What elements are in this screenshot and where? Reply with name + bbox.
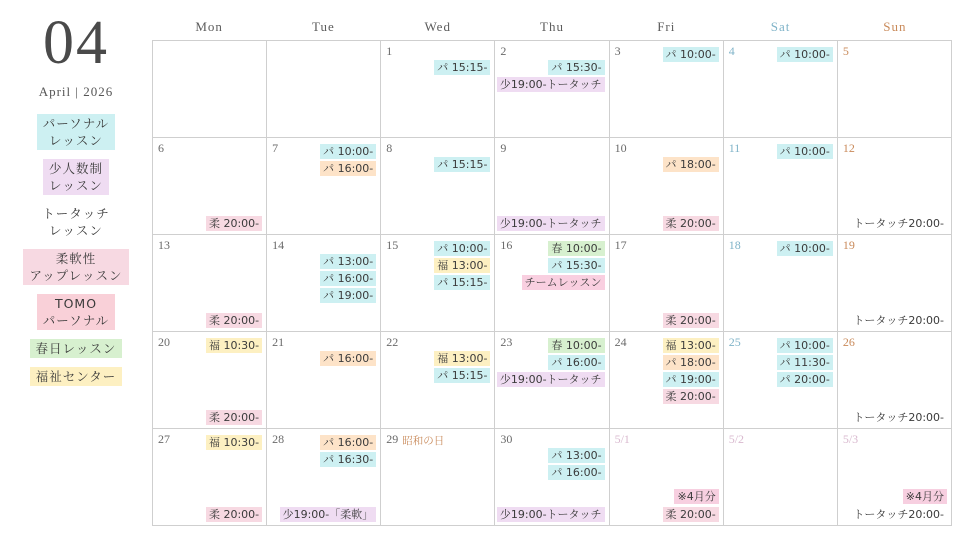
event-chip[interactable]: 福 10:30- [206, 338, 262, 353]
legend-label-line1: トータッチ [42, 206, 110, 221]
event-chip[interactable]: 少19:00-トータッチ [497, 77, 605, 92]
day-number: 22 [386, 335, 399, 349]
day-number: 1 [386, 44, 393, 58]
event-chip[interactable]: パ 16:00- [320, 271, 376, 286]
cell-bottom-events [271, 504, 376, 522]
event-chip[interactable]: 少19:00-トータッチ [497, 216, 605, 231]
day-number: 24 [614, 335, 627, 349]
day-number: 13 [158, 238, 170, 252]
day-number: 15 [386, 238, 399, 252]
legend-item [36, 204, 116, 240]
calendar-day-cell[interactable] [838, 138, 952, 235]
day-number: 26 [842, 335, 855, 349]
day-number: 21 [272, 335, 285, 349]
calendar-day-cell[interactable] [153, 235, 267, 332]
cell-bottom-events [614, 310, 719, 328]
cell-bottom-events [614, 486, 719, 522]
event-chip[interactable]: チームレッスン [522, 275, 605, 290]
calendar-grid [152, 40, 952, 526]
event-chip[interactable]: パ 15:30- [548, 60, 604, 75]
legend-label-line2: レッスン [49, 133, 103, 148]
event-chip[interactable]: パ 19:00- [663, 372, 719, 387]
day-number: 23 [500, 335, 513, 349]
calendar-day-cell[interactable] [267, 332, 381, 429]
legend-label-line1: パーソナル [42, 116, 110, 131]
event-chip[interactable]: パ 16:00- [320, 435, 376, 450]
calendar-day-cell[interactable] [838, 235, 952, 332]
event-chip[interactable]: 春 10:00- [548, 338, 604, 353]
event-chip[interactable]: 柔 20:00- [663, 389, 719, 404]
event-chip[interactable]: ※4月分 [903, 489, 947, 504]
calendar-day-cell[interactable] [610, 235, 724, 332]
event-chip[interactable]: 福 10:30- [206, 435, 262, 450]
day-number: 5/2 [728, 432, 745, 446]
legend-label-line1: 少人数制 [48, 161, 103, 176]
event-chip[interactable]: パ 15:15- [434, 368, 490, 383]
day-number: 5/3 [842, 432, 859, 446]
calendar-day-cell[interactable] [610, 429, 724, 526]
weekday-sat: Sat [770, 19, 791, 34]
weekday-thu: Thu [540, 19, 564, 34]
cell-bottom-events [157, 213, 262, 231]
event-chip[interactable]: トータッチ20:00- [853, 314, 944, 327]
legend-item [23, 249, 128, 285]
weekday-mon: Mon [195, 19, 223, 34]
calendar-day-cell[interactable] [724, 235, 838, 332]
event-chip[interactable]: パ 10:00- [777, 47, 833, 62]
legend-item [37, 294, 115, 330]
event-chip[interactable]: パ 10:00- [320, 144, 376, 159]
event-chip[interactable]: トータッチ20:00- [853, 508, 944, 521]
event-chip[interactable]: 福 13:00- [434, 258, 490, 273]
day-number: 3 [614, 44, 621, 58]
calendar-day-cell[interactable] [724, 332, 838, 429]
calendar-day-cell[interactable] [495, 235, 609, 332]
weekday-tue: Tue [312, 19, 335, 34]
cell-bottom-events [499, 213, 604, 231]
event-chip[interactable]: パ 10:00- [434, 241, 490, 256]
calendar-day-cell[interactable] [724, 138, 838, 235]
event-chip[interactable]: パ 10:00- [777, 338, 833, 353]
day-number: 14 [272, 238, 285, 252]
holiday-label: 昭和の日 [402, 435, 445, 447]
event-chip[interactable]: パ 15:15- [434, 275, 490, 290]
day-number: 27 [158, 432, 170, 446]
event-chip[interactable]: パ 18:00- [663, 157, 719, 172]
weekday-fri: Fri [657, 19, 676, 34]
event-chip[interactable]: パ 16:30- [320, 452, 376, 467]
event-chip[interactable]: 福 13:00- [434, 351, 490, 366]
calendar-day-cell[interactable] [153, 429, 267, 526]
calendar-day-cell[interactable] [381, 429, 495, 526]
event-chip[interactable]: 少19:00-トータッチ [497, 507, 605, 522]
day-number: 10 [614, 141, 627, 155]
event-chip[interactable]: 柔 20:00- [206, 216, 262, 231]
legend-item [43, 159, 109, 195]
event-chip[interactable]: 柔 20:00- [206, 507, 262, 522]
event-chip[interactable]: パ 15:30- [548, 258, 604, 273]
event-chip[interactable]: パ 15:15- [434, 157, 490, 172]
day-number: 4 [728, 44, 735, 58]
event-chip[interactable]: 少19:00-トータッチ [497, 372, 605, 387]
event-chip[interactable]: 福 13:00- [663, 338, 719, 353]
legend-item [30, 367, 123, 386]
cell-bottom-events [499, 504, 604, 522]
cell-bottom-events [842, 213, 947, 231]
calendar-day-cell[interactable] [267, 429, 381, 526]
event-chip[interactable]: 柔 20:00- [663, 313, 719, 328]
legend-label-line2: レッスン [49, 223, 103, 238]
calendar-day-cell[interactable] [267, 41, 381, 138]
calendar-day-cell[interactable] [267, 138, 381, 235]
event-chip[interactable]: パ 10:00- [777, 241, 833, 256]
legend-label-line1: 福祉センター [35, 369, 117, 384]
day-number: 9 [500, 141, 507, 155]
calendar-day-cell[interactable] [381, 41, 495, 138]
calendar-day-cell[interactable] [838, 41, 952, 138]
calendar-day-cell[interactable] [153, 138, 267, 235]
calendar-day-cell[interactable] [838, 332, 952, 429]
calendar-day-cell[interactable] [610, 332, 724, 429]
calendar-day-cell[interactable] [610, 41, 724, 138]
day-number: 8 [386, 141, 393, 155]
cell-bottom-events [842, 407, 947, 425]
day-number: 25 [728, 335, 741, 349]
calendar [152, 14, 952, 526]
calendar-day-cell[interactable] [610, 138, 724, 235]
event-chip[interactable]: パ 16:00- [548, 355, 604, 370]
cell-bottom-events [842, 310, 947, 328]
calendar-day-cell[interactable] [838, 429, 952, 526]
cell-bottom-events [157, 407, 262, 425]
event-chip[interactable]: 柔 20:00- [663, 507, 719, 522]
day-number: 30 [500, 432, 513, 446]
legend-list [0, 114, 152, 386]
legend-item [30, 339, 123, 358]
legend-label-line2: パーソナル [42, 313, 110, 328]
event-chip[interactable]: パ 13:00- [320, 254, 376, 269]
calendar-day-cell[interactable] [381, 332, 495, 429]
calendar-day-cell[interactable] [724, 429, 838, 526]
legend-label-line2: レッスン [49, 178, 103, 193]
calendar-day-cell[interactable] [495, 429, 609, 526]
event-chip[interactable]: 少19:00-「柔軟」 [280, 507, 377, 522]
cell-bottom-events [157, 504, 262, 522]
legend-label-line1: TOMO [54, 296, 98, 311]
event-chip[interactable]: パ 10:00- [663, 47, 719, 62]
legend-label-line1: 柔軟性 [55, 251, 97, 266]
day-number: 6 [158, 141, 164, 155]
event-chip[interactable]: パ 16:00- [320, 161, 376, 176]
day-number: 16 [500, 238, 513, 252]
day-number: 12 [842, 141, 855, 155]
event-chip[interactable]: 柔 20:00- [206, 313, 262, 328]
event-chip[interactable]: トータッチ20:00- [853, 217, 944, 230]
day-number: 28 [272, 432, 285, 446]
event-chip[interactable]: トータッチ20:00- [853, 411, 944, 424]
calendar-day-cell[interactable] [724, 41, 838, 138]
day-number: 2 [500, 44, 507, 58]
day-number: 19 [842, 238, 855, 252]
sidebar [0, 0, 152, 540]
calendar-day-cell[interactable] [153, 332, 267, 429]
event-chip[interactable]: パ 16:00- [320, 351, 376, 366]
legend-item [37, 114, 115, 150]
day-number: 7 [272, 141, 279, 155]
calendar-day-cell[interactable] [495, 41, 609, 138]
cell-bottom-events [157, 310, 262, 328]
event-chip[interactable]: パ 20:00- [777, 372, 833, 387]
weekday-wed: Wed [424, 19, 451, 34]
month-number: 04 [43, 9, 109, 77]
event-chip[interactable]: パ 10:00- [777, 144, 833, 159]
weekday-header [152, 14, 952, 40]
event-chip[interactable]: ※4月分 [674, 489, 718, 504]
day-number: 5 [842, 44, 849, 58]
day-number: 17 [614, 238, 627, 252]
cell-bottom-events [614, 213, 719, 231]
cell-bottom-events [842, 486, 947, 522]
legend-label-line2: アップレッスン [29, 268, 123, 283]
event-chip[interactable]: 柔 20:00- [206, 410, 262, 425]
day-number: 20 [158, 335, 170, 349]
calendar-day-cell[interactable] [495, 138, 609, 235]
calendar-day-cell[interactable] [381, 138, 495, 235]
legend-label-line1: 春日レッスン [35, 341, 117, 356]
day-number: 11 [728, 141, 741, 155]
event-chip[interactable]: パ 18:00- [663, 355, 719, 370]
event-chip[interactable]: パ 15:15- [434, 60, 490, 75]
calendar-day-cell[interactable] [495, 332, 609, 429]
day-number: 5/1 [614, 432, 630, 446]
event-chip[interactable]: パ 19:00- [320, 288, 376, 303]
event-chip[interactable]: パ 11:30- [777, 355, 833, 370]
month-subtitle: April | 2026 [38, 84, 114, 99]
calendar-day-cell[interactable] [153, 41, 267, 138]
weekday-sun: Sun [883, 19, 907, 34]
event-chip[interactable]: 柔 20:00- [663, 216, 719, 231]
event-chip[interactable]: パ 13:00- [548, 448, 604, 463]
event-chip[interactable]: パ 16:00- [548, 465, 604, 480]
day-number: 29 [386, 432, 399, 446]
calendar-day-cell[interactable] [267, 235, 381, 332]
day-number: 18 [728, 238, 741, 252]
calendar-day-cell[interactable] [381, 235, 495, 332]
event-chip[interactable]: 春 10:00- [548, 241, 604, 256]
